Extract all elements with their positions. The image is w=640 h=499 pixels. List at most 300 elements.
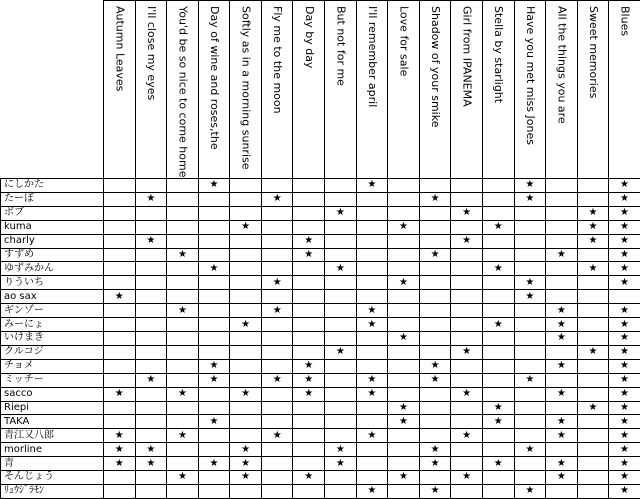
empty-cell	[167, 345, 199, 359]
star-mark-icon: ★	[546, 387, 578, 401]
empty-cell	[388, 345, 420, 359]
empty-cell	[293, 331, 325, 345]
star-mark-icon: ★	[609, 192, 640, 206]
table-row	[1, 220, 640, 234]
empty-cell	[293, 484, 325, 498]
star-mark-icon: ★	[293, 373, 325, 387]
song-header	[167, 1, 199, 179]
empty-cell	[577, 387, 609, 401]
empty-cell	[419, 276, 451, 290]
song-header	[609, 1, 640, 179]
empty-cell	[135, 387, 167, 401]
empty-cell	[135, 262, 167, 276]
empty-cell	[325, 304, 357, 318]
person-name: ﾘｭｳｼﾞﾗﾓﾝ	[1, 484, 104, 498]
person-name: charly	[1, 234, 104, 248]
empty-cell	[577, 415, 609, 429]
empty-cell	[451, 318, 483, 332]
empty-cell	[293, 401, 325, 415]
empty-cell	[356, 276, 388, 290]
song-title: Shadow of your smike	[429, 6, 443, 128]
person-name: たーぼ	[1, 192, 104, 206]
empty-cell	[514, 415, 546, 429]
table-row	[1, 234, 640, 248]
empty-cell	[482, 359, 514, 373]
empty-cell	[546, 290, 578, 304]
star-mark-icon: ★	[609, 220, 640, 234]
empty-cell	[167, 220, 199, 234]
song-title: All the things you are	[555, 6, 569, 124]
empty-cell	[325, 234, 357, 248]
empty-cell	[419, 345, 451, 359]
empty-cell	[261, 179, 293, 193]
empty-cell	[198, 206, 230, 220]
person-name: すずめ	[1, 248, 104, 262]
empty-cell	[167, 359, 199, 373]
empty-cell	[577, 276, 609, 290]
empty-cell	[546, 179, 578, 193]
table-row	[1, 304, 640, 318]
empty-cell	[198, 345, 230, 359]
empty-cell	[388, 248, 420, 262]
empty-cell	[388, 304, 420, 318]
empty-cell	[388, 359, 420, 373]
empty-cell	[482, 234, 514, 248]
empty-cell	[167, 179, 199, 193]
star-mark-icon: ★	[482, 220, 514, 234]
empty-cell	[167, 206, 199, 220]
empty-cell	[451, 331, 483, 345]
empty-cell	[419, 429, 451, 443]
empty-cell	[577, 318, 609, 332]
empty-cell	[104, 373, 136, 387]
star-mark-icon: ★	[104, 387, 136, 401]
empty-cell	[577, 373, 609, 387]
empty-cell	[230, 331, 262, 345]
empty-cell	[546, 276, 578, 290]
empty-cell	[356, 359, 388, 373]
star-mark-icon: ★	[609, 345, 640, 359]
empty-cell	[514, 318, 546, 332]
empty-cell	[104, 192, 136, 206]
empty-cell	[325, 401, 357, 415]
star-mark-icon: ★	[514, 443, 546, 457]
empty-cell	[198, 290, 230, 304]
empty-cell	[261, 206, 293, 220]
person-name: morline	[1, 443, 104, 457]
empty-cell	[356, 248, 388, 262]
empty-cell	[482, 471, 514, 485]
star-mark-icon: ★	[609, 359, 640, 373]
empty-cell	[609, 290, 640, 304]
star-mark-icon: ★	[514, 290, 546, 304]
star-mark-icon: ★	[609, 415, 640, 429]
song-header	[482, 1, 514, 179]
empty-cell	[104, 415, 136, 429]
empty-cell	[198, 387, 230, 401]
empty-cell	[388, 443, 420, 457]
star-mark-icon: ★	[514, 484, 546, 498]
song-header	[261, 1, 293, 179]
person-name: 青江又八郎	[1, 429, 104, 443]
star-mark-icon: ★	[135, 192, 167, 206]
star-mark-icon: ★	[609, 248, 640, 262]
empty-cell	[261, 359, 293, 373]
empty-cell	[356, 415, 388, 429]
empty-cell	[135, 276, 167, 290]
star-mark-icon: ★	[514, 276, 546, 290]
empty-cell	[546, 401, 578, 415]
star-mark-icon: ★	[609, 429, 640, 443]
star-mark-icon: ★	[104, 429, 136, 443]
empty-cell	[104, 248, 136, 262]
empty-cell	[325, 220, 357, 234]
star-mark-icon: ★	[546, 248, 578, 262]
star-mark-icon: ★	[546, 318, 578, 332]
song-header	[325, 1, 357, 179]
empty-cell	[325, 415, 357, 429]
empty-cell	[167, 373, 199, 387]
empty-cell	[356, 206, 388, 220]
song-title: Day of wine and roses,the	[208, 6, 222, 150]
star-mark-icon: ★	[609, 484, 640, 498]
song-header	[388, 1, 420, 179]
empty-cell	[230, 345, 262, 359]
song-header	[356, 1, 388, 179]
star-mark-icon: ★	[261, 276, 293, 290]
star-mark-icon: ★	[356, 179, 388, 193]
empty-cell	[230, 290, 262, 304]
empty-cell	[356, 443, 388, 457]
empty-cell	[482, 443, 514, 457]
empty-cell	[419, 220, 451, 234]
empty-cell	[514, 345, 546, 359]
star-mark-icon: ★	[293, 234, 325, 248]
star-mark-icon: ★	[577, 401, 609, 415]
star-mark-icon: ★	[546, 415, 578, 429]
star-mark-icon: ★	[356, 387, 388, 401]
empty-cell	[514, 220, 546, 234]
empty-cell	[482, 304, 514, 318]
empty-cell	[451, 359, 483, 373]
empty-cell	[419, 471, 451, 485]
empty-cell	[419, 401, 451, 415]
empty-cell	[230, 248, 262, 262]
empty-cell	[514, 359, 546, 373]
star-mark-icon: ★	[261, 373, 293, 387]
star-mark-icon: ★	[546, 359, 578, 373]
star-mark-icon: ★	[451, 345, 483, 359]
empty-cell	[104, 331, 136, 345]
empty-cell	[293, 290, 325, 304]
empty-cell	[293, 220, 325, 234]
table-row	[1, 179, 640, 193]
empty-cell	[419, 179, 451, 193]
empty-cell	[198, 192, 230, 206]
song-title: Girl from IPANEMA	[460, 6, 474, 107]
star-mark-icon: ★	[325, 262, 357, 276]
table-row	[1, 443, 640, 457]
song-title: Day by day	[302, 6, 316, 69]
empty-cell	[104, 179, 136, 193]
empty-cell	[104, 484, 136, 498]
empty-cell	[577, 484, 609, 498]
empty-cell	[167, 276, 199, 290]
empty-cell	[198, 304, 230, 318]
star-mark-icon: ★	[104, 443, 136, 457]
empty-cell	[514, 387, 546, 401]
star-mark-icon: ★	[577, 220, 609, 234]
star-mark-icon: ★	[546, 429, 578, 443]
empty-cell	[104, 276, 136, 290]
empty-cell	[325, 192, 357, 206]
star-mark-icon: ★	[356, 318, 388, 332]
empty-cell	[261, 318, 293, 332]
empty-cell	[230, 192, 262, 206]
empty-cell	[293, 262, 325, 276]
star-mark-icon: ★	[577, 206, 609, 220]
empty-cell	[135, 429, 167, 443]
star-mark-icon: ★	[609, 206, 640, 220]
empty-cell	[261, 345, 293, 359]
empty-cell	[293, 429, 325, 443]
table-row	[1, 415, 640, 429]
empty-cell	[293, 415, 325, 429]
song-header	[451, 1, 483, 179]
empty-cell	[230, 276, 262, 290]
empty-cell	[577, 248, 609, 262]
table-row	[1, 262, 640, 276]
empty-cell	[104, 262, 136, 276]
empty-cell	[325, 276, 357, 290]
empty-cell	[230, 304, 262, 318]
star-mark-icon: ★	[609, 373, 640, 387]
empty-cell	[104, 318, 136, 332]
empty-cell	[135, 401, 167, 415]
star-mark-icon: ★	[167, 248, 199, 262]
empty-cell	[388, 290, 420, 304]
empty-cell	[577, 359, 609, 373]
song-header	[419, 1, 451, 179]
empty-cell	[356, 220, 388, 234]
person-name: ミッチー	[1, 373, 104, 387]
empty-cell	[514, 471, 546, 485]
table-row	[1, 401, 640, 415]
empty-cell	[293, 318, 325, 332]
star-mark-icon: ★	[388, 471, 420, 485]
empty-cell	[261, 415, 293, 429]
star-mark-icon: ★	[135, 443, 167, 457]
empty-cell	[577, 179, 609, 193]
empty-cell	[451, 443, 483, 457]
empty-cell	[388, 457, 420, 471]
star-mark-icon: ★	[419, 457, 451, 471]
star-mark-icon: ★	[325, 345, 357, 359]
person-name: sacco	[1, 387, 104, 401]
star-mark-icon: ★	[388, 220, 420, 234]
empty-cell	[514, 248, 546, 262]
person-name: チョメ	[1, 359, 104, 373]
empty-cell	[356, 345, 388, 359]
table-row	[1, 471, 640, 485]
empty-cell	[388, 179, 420, 193]
table-row	[1, 345, 640, 359]
song-title: Blues	[618, 6, 632, 37]
empty-cell	[482, 345, 514, 359]
person-name: TAKA	[1, 415, 104, 429]
star-mark-icon: ★	[325, 443, 357, 457]
person-name: Riepi	[1, 401, 104, 415]
song-title: I'll remember april	[365, 6, 379, 108]
empty-cell	[325, 429, 357, 443]
empty-cell	[325, 179, 357, 193]
empty-cell	[198, 443, 230, 457]
song-title: I'll close my eyes	[144, 6, 158, 101]
empty-cell	[325, 373, 357, 387]
empty-cell	[388, 318, 420, 332]
empty-cell	[167, 192, 199, 206]
empty-cell	[104, 471, 136, 485]
empty-cell	[419, 234, 451, 248]
person-name: いけまき	[1, 331, 104, 345]
song-header	[198, 1, 230, 179]
empty-cell	[198, 484, 230, 498]
person-name: ギンゾー	[1, 304, 104, 318]
star-mark-icon: ★	[167, 471, 199, 485]
header-row	[1, 1, 640, 179]
star-mark-icon: ★	[104, 457, 136, 471]
empty-cell	[261, 401, 293, 415]
empty-cell	[546, 443, 578, 457]
empty-cell	[419, 262, 451, 276]
song-title: Stella by starlight	[492, 6, 506, 104]
empty-cell	[546, 220, 578, 234]
empty-cell	[230, 373, 262, 387]
empty-cell	[451, 484, 483, 498]
empty-cell	[451, 290, 483, 304]
empty-cell	[482, 290, 514, 304]
empty-cell	[325, 318, 357, 332]
empty-cell	[198, 220, 230, 234]
song-title: Fly me to the moon	[271, 6, 285, 114]
empty-cell	[388, 484, 420, 498]
empty-cell	[577, 471, 609, 485]
star-mark-icon: ★	[198, 359, 230, 373]
star-mark-icon: ★	[609, 443, 640, 457]
empty-cell	[482, 276, 514, 290]
empty-cell	[261, 387, 293, 401]
empty-cell	[167, 443, 199, 457]
empty-cell	[104, 345, 136, 359]
star-mark-icon: ★	[261, 429, 293, 443]
star-mark-icon: ★	[230, 457, 262, 471]
empty-cell	[514, 262, 546, 276]
empty-cell	[167, 401, 199, 415]
star-mark-icon: ★	[198, 457, 230, 471]
star-mark-icon: ★	[609, 331, 640, 345]
star-mark-icon: ★	[356, 373, 388, 387]
star-mark-icon: ★	[546, 457, 578, 471]
empty-cell	[261, 262, 293, 276]
empty-cell	[198, 401, 230, 415]
star-mark-icon: ★	[451, 471, 483, 485]
empty-cell	[514, 304, 546, 318]
empty-cell	[104, 304, 136, 318]
star-mark-icon: ★	[198, 262, 230, 276]
empty-cell	[419, 304, 451, 318]
star-mark-icon: ★	[230, 387, 262, 401]
star-mark-icon: ★	[514, 373, 546, 387]
person-name: にしかた	[1, 179, 104, 193]
star-mark-icon: ★	[451, 387, 483, 401]
star-mark-icon: ★	[167, 429, 199, 443]
person-name: クルコジ	[1, 345, 104, 359]
star-mark-icon: ★	[230, 471, 262, 485]
empty-cell	[419, 318, 451, 332]
star-mark-icon: ★	[482, 401, 514, 415]
empty-cell	[198, 471, 230, 485]
star-mark-icon: ★	[451, 234, 483, 248]
empty-cell	[514, 206, 546, 220]
empty-cell	[546, 206, 578, 220]
star-mark-icon: ★	[356, 304, 388, 318]
star-mark-icon: ★	[419, 359, 451, 373]
star-mark-icon: ★	[577, 345, 609, 359]
star-mark-icon: ★	[135, 234, 167, 248]
empty-cell	[135, 345, 167, 359]
empty-cell	[451, 304, 483, 318]
star-mark-icon: ★	[293, 359, 325, 373]
star-mark-icon: ★	[482, 457, 514, 471]
empty-cell	[419, 290, 451, 304]
star-mark-icon: ★	[388, 401, 420, 415]
empty-cell	[325, 471, 357, 485]
star-mark-icon: ★	[546, 471, 578, 485]
star-mark-icon: ★	[198, 179, 230, 193]
empty-cell	[546, 373, 578, 387]
empty-cell	[167, 457, 199, 471]
star-mark-icon: ★	[577, 234, 609, 248]
empty-cell	[135, 359, 167, 373]
star-mark-icon: ★	[419, 373, 451, 387]
empty-cell	[135, 471, 167, 485]
empty-cell	[135, 290, 167, 304]
empty-cell	[293, 443, 325, 457]
empty-cell	[482, 387, 514, 401]
empty-cell	[104, 359, 136, 373]
table-row	[1, 276, 640, 290]
empty-cell	[135, 484, 167, 498]
empty-cell	[577, 429, 609, 443]
empty-cell	[482, 248, 514, 262]
table-row	[1, 192, 640, 206]
empty-cell	[135, 220, 167, 234]
empty-cell	[293, 206, 325, 220]
empty-cell	[451, 401, 483, 415]
star-mark-icon: ★	[419, 443, 451, 457]
song-header	[135, 1, 167, 179]
person-name: ゆずみかん	[1, 262, 104, 276]
person-name: 青	[1, 457, 104, 471]
star-mark-icon: ★	[514, 179, 546, 193]
song-header	[230, 1, 262, 179]
star-mark-icon: ★	[135, 457, 167, 471]
empty-cell	[293, 304, 325, 318]
star-mark-icon: ★	[104, 290, 136, 304]
star-mark-icon: ★	[325, 457, 357, 471]
star-mark-icon: ★	[546, 304, 578, 318]
empty-cell	[135, 179, 167, 193]
